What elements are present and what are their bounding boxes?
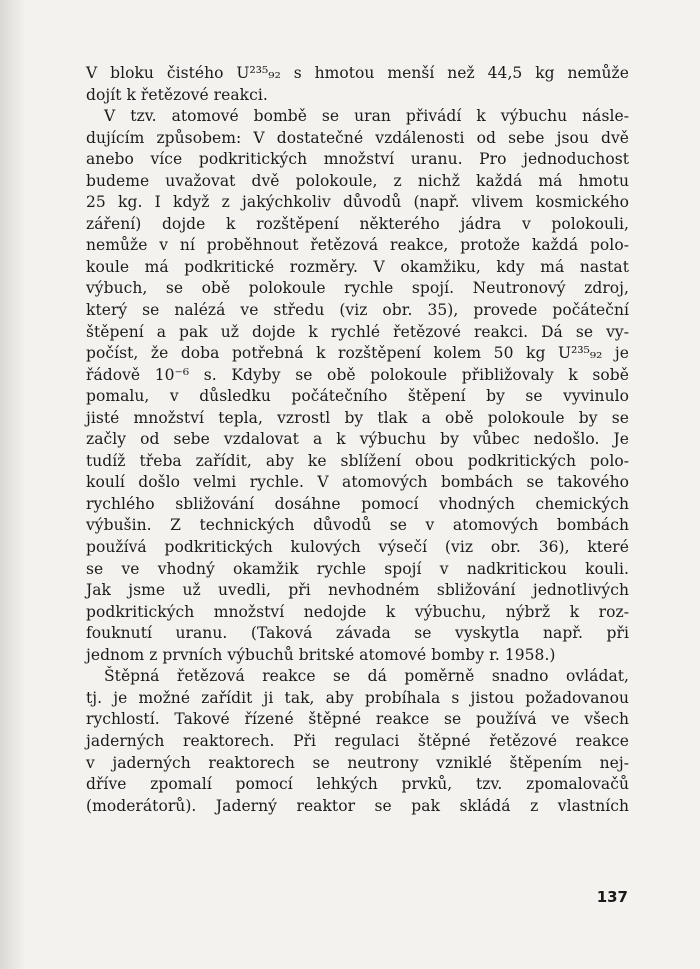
text-line: dojít k řetězové reakci. — [86, 85, 268, 104]
page-number: 137 — [596, 888, 628, 906]
text-line: rychlostí. Takové řízené štěpné reakce se používá ve všech — [86, 710, 629, 729]
text-line: tj. je možné zařídit ji tak, aby probíhala s jistou požadovanou — [86, 688, 629, 707]
text-line: se ve vhodný okamžik rychle spojí v nadkritickou kouli. — [86, 559, 629, 578]
text-line: fouknutí uranu. (Taková závada se vyskytla např. při — [86, 624, 629, 643]
text-line: jednom z prvních výbuchů britské atomové bomby r. 1958.) — [86, 645, 556, 664]
text-line: budeme uvažovat dvě polokoule, z nichž každá má hmotu — [86, 171, 629, 190]
text-line: dříve zpomalí pomocí lehkých prvků, tzv. zpomalovačů — [86, 775, 629, 794]
text-line: koule má podkritické rozměry. V okamžiku, kdy má nastat — [86, 257, 629, 276]
text-line: podkritických množství nedojde k výbuchu, nýbrž k roz- — [86, 602, 629, 621]
text-line: používá podkritických kulových výsečí (viz obr. 36), které — [86, 538, 629, 557]
text-line: záření) dojde k rozštěpení některého jádra v polokouli, — [86, 214, 629, 233]
text-line: řádově 10⁻⁶ s. Kdyby se obě polokoule přibližovaly k sobě — [86, 365, 629, 384]
text-line: počíst, že doba potřebná k rozštěpení kolem 50 kg U²³⁵₉₂ je — [86, 344, 629, 363]
text-line: výbuch, se obě polokoule rychle spojí. Neutronový zdroj, — [86, 279, 629, 298]
text-line: jisté množství tepla, vzrostl by tlak a obě polokoule by se — [86, 408, 629, 427]
text-line: tudíž třeba zařídit, aby ke sblížení obou podkritických polo- — [86, 451, 629, 470]
text-line: dujícím způsobem: V dostatečné vzdálenosti od sebe jsou dvě — [86, 128, 629, 147]
text-line: jaderných reaktorech. Při regulaci štěpné řetězové reakce — [86, 731, 629, 750]
text-line: výbušin. Z technických důvodů se v atomových bombách — [86, 516, 629, 535]
text-line: v jaderných reaktorech se neutrony vzniklé štěpením nej- — [86, 753, 629, 772]
text-line: Jak jsme už uvedli, při nevhodném sbližování jednotlivých — [86, 581, 629, 600]
text-line: V bloku čistého U²³⁵₉₂ s hmotou menší než 44,5 kg nemůže — [86, 64, 629, 82]
body-text — [86, 63, 629, 817]
text-line: začly od sebe vzdalovat a k výbuchu by vůbec nedošlo. Je — [86, 430, 629, 449]
text-line: Štěpná řetězová reakce se dá poměrně snadno ovládat, — [104, 667, 629, 686]
text-line: štěpení a pak už dojde k rychlé řetězové reakci. Dá se vy- — [86, 322, 629, 341]
text-line: anebo více podkritických množství uranu. Pro jednoduchost — [86, 150, 629, 169]
text-line: rychlého sbližování dosáhne pomocí vhodných chemických — [86, 494, 629, 513]
text-line: (moderátorů). Jaderný reaktor se pak skládá z vlastních — [86, 796, 629, 815]
text-line: pomalu, v důsledku počátečního štěpení by se vyvinulo — [86, 387, 629, 406]
text-line: V tzv. atomové bombě se uran přivádí k výbuchu násle- — [104, 107, 629, 126]
text-line: nemůže v ní proběhnout řetězová reakce, protože každá polo- — [86, 236, 629, 255]
text-line: koulí došlo velmi rychle. V atomových bombách se takového — [86, 473, 629, 492]
text-line: který se nalézá ve středu (viz obr. 35), provede počáteční — [86, 301, 629, 320]
text-line: 25 kg. I když z jakýchkoliv důvodů (např. vlivem kosmického — [86, 193, 629, 212]
page-binding-shadow — [0, 0, 26, 969]
